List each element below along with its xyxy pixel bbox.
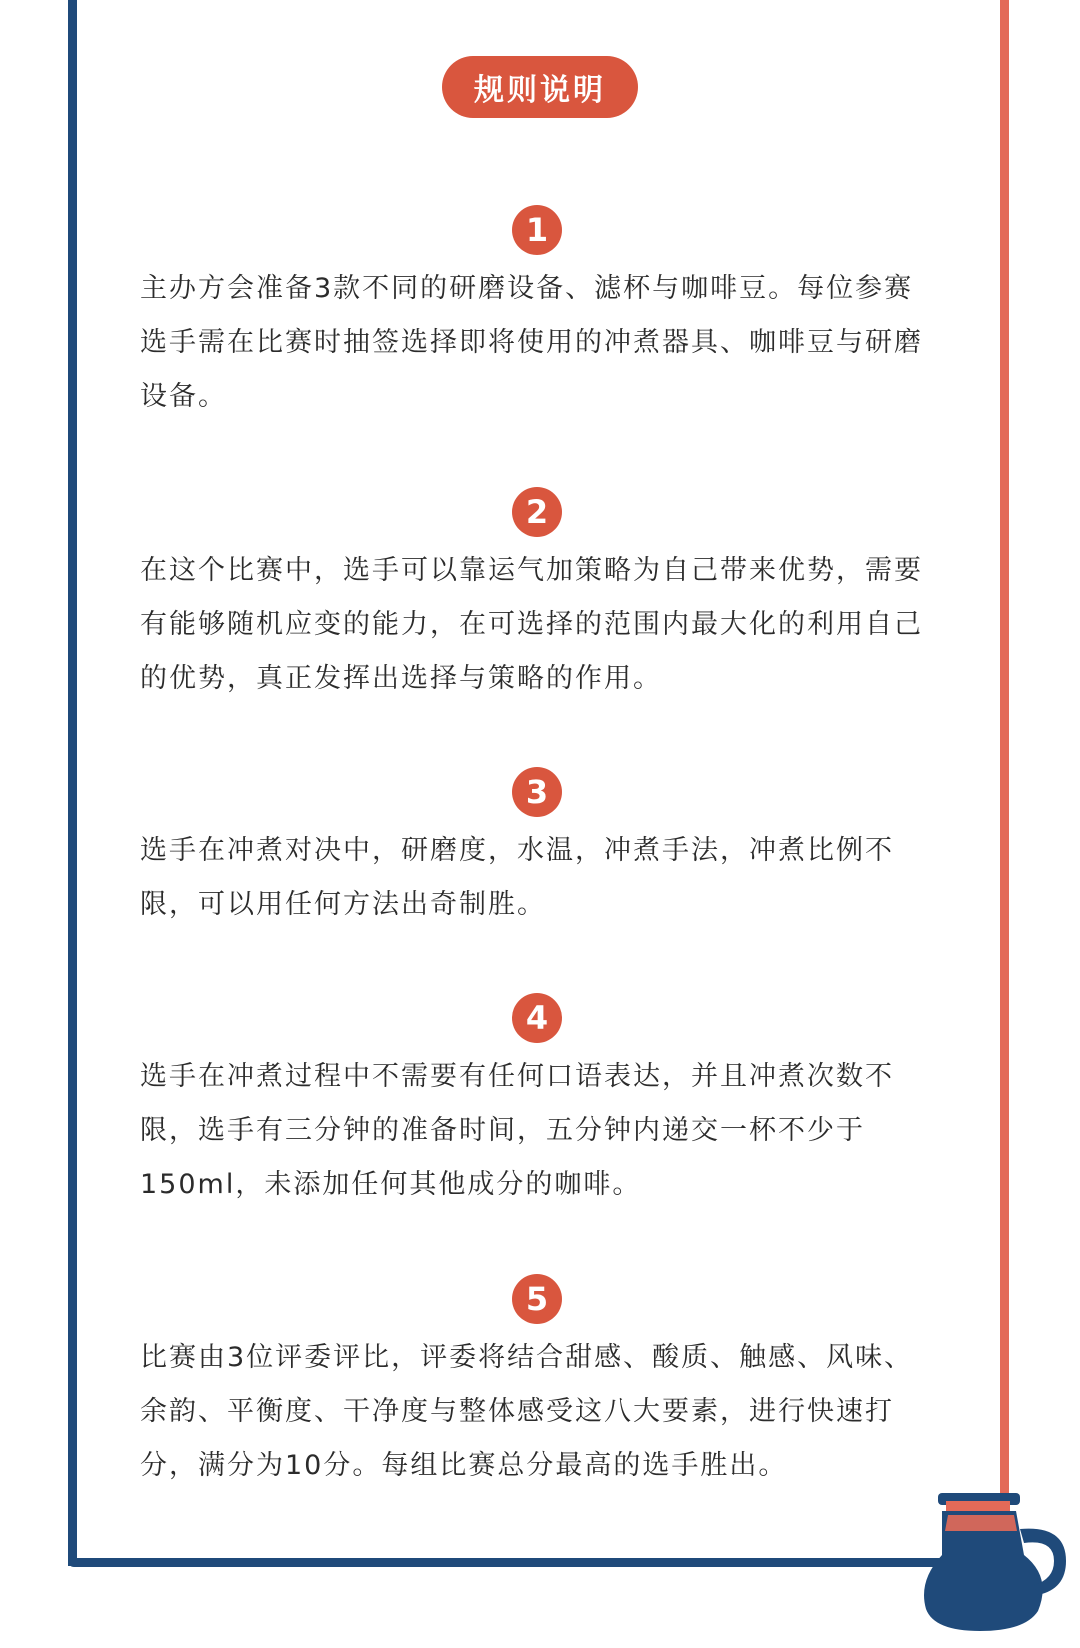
frame-left-border [68,0,77,1566]
rule-text-4: 选手在冲煮过程中不需要有任何口语表达，并且冲煮次数不限，选手有三分钟的准备时间，五分钟内递交一杯不少于150ml，未添加任何其他成分的咖啡。 [140,1061,894,1200]
coffee-server-icon [920,1485,1070,1635]
rule-text-3: 选手在冲煮对决中，研磨度，水温，冲煮手法，冲煮比例不限，可以用任何方法出奇制胜。 [140,835,894,920]
rule-number-5: 5 [512,1274,562,1324]
frame-bottom-border [68,1558,1008,1567]
rule-number-3: 3 [512,767,562,817]
rule-number-2: 2 [512,487,562,537]
section-title: 规则说明 [442,56,638,118]
rule-text-5: 比赛由3位评委评比，评委将结合甜感、酸质、触感、风味、余韵、平衡度、干净度与整体感受这八大要素，进行快速打分，满分为10分。每组比赛总分最高的选手胜出。 [140,1342,914,1481]
frame-right-border [1000,0,1009,1500]
rule-number-4: 4 [512,993,562,1043]
rule-text-1: 主办方会准备3款不同的研磨设备、滤杯与咖啡豆。每位参赛选手需在比赛时抽签选择即将使用的冲煮器具、咖啡豆与研磨设备。 [140,273,923,412]
rule-text-2: 在这个比赛中，选手可以靠运气加策略为自己带来优势，需要有能够随机应变的能力，在可选择的范围内最大化的利用自己的优势，真正发挥出选择与策略的作用。 [140,555,923,694]
rule-number-1: 1 [512,205,562,255]
